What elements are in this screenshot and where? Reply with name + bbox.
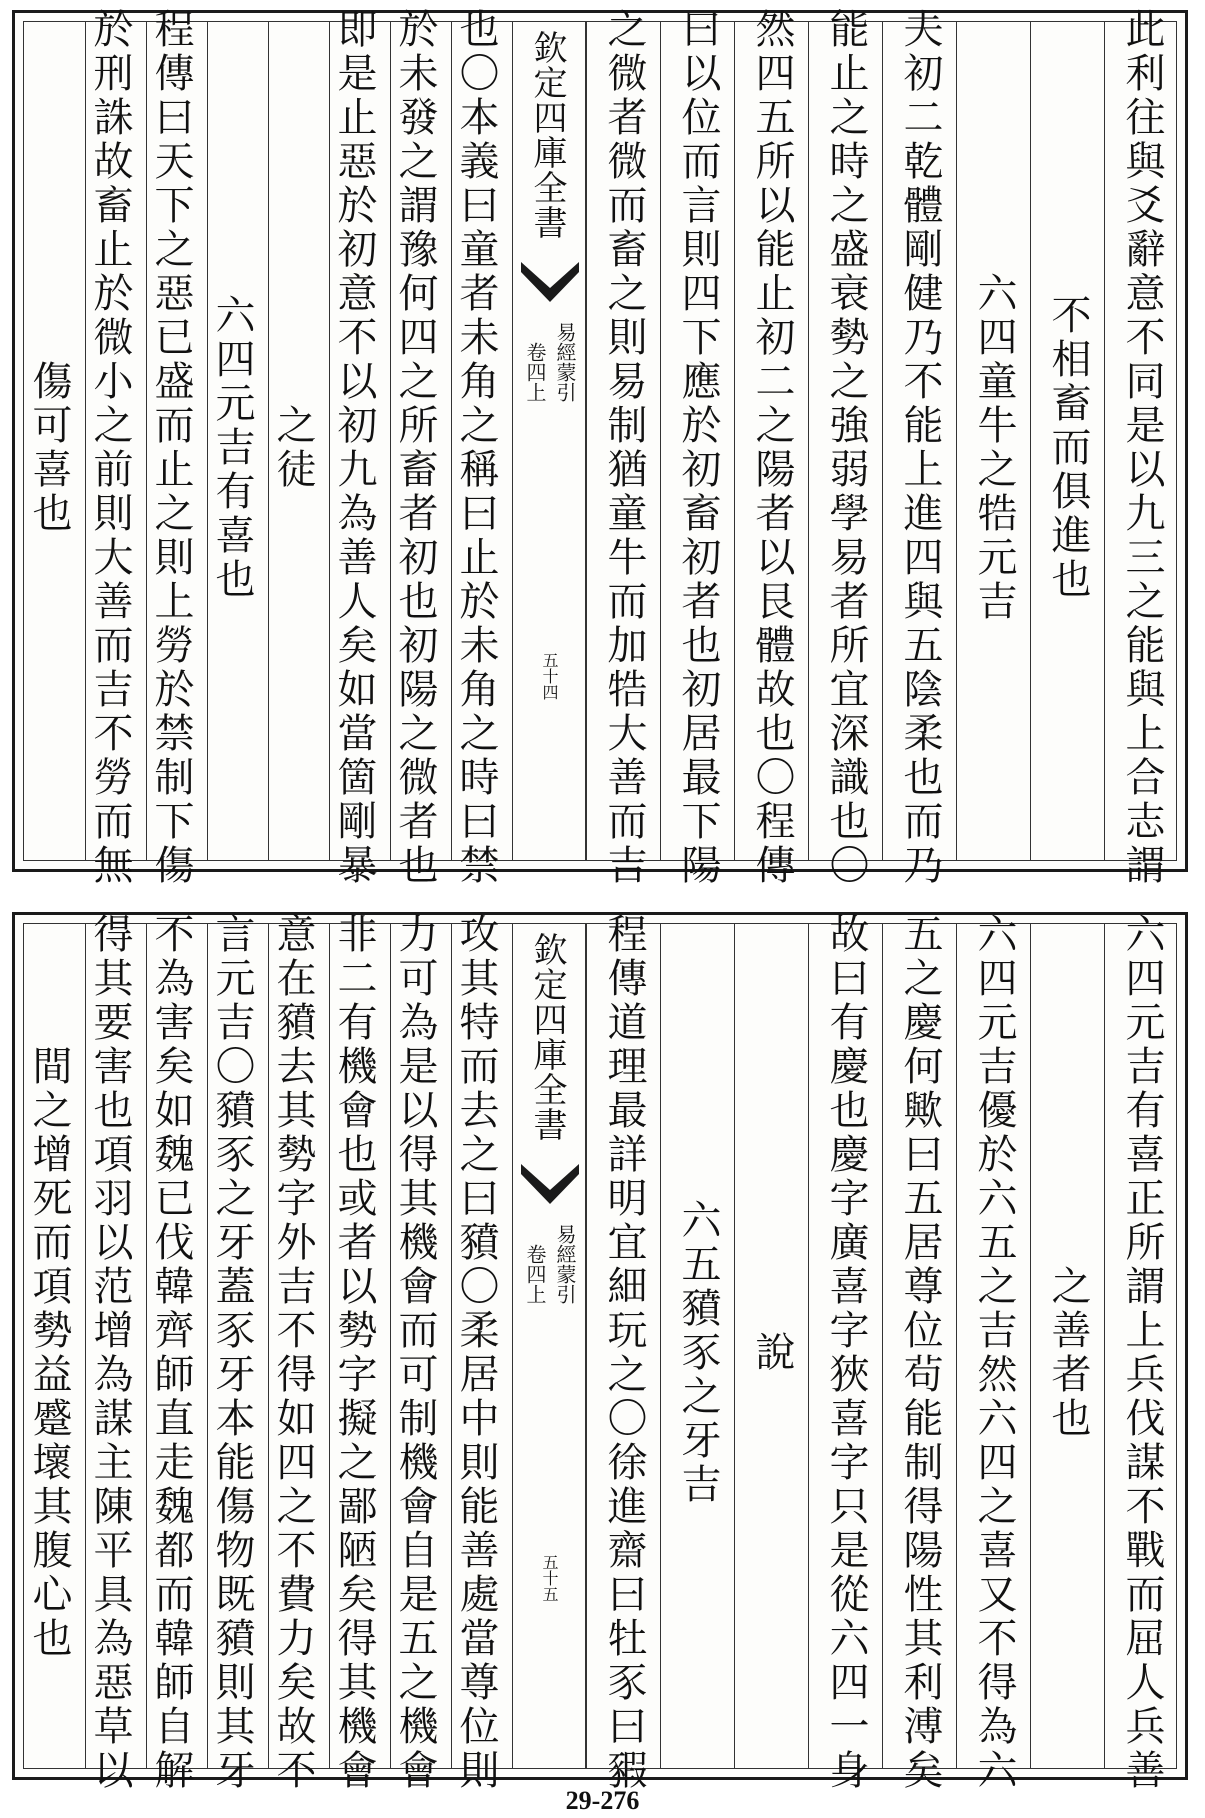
text-column	[956, 22, 1030, 860]
text-column	[390, 8, 451, 888]
column-text: 得其要害也項羽以范增為謀主陳平具為惡草以	[87, 913, 133, 1793]
column-text: 非二有機會也或者以勢字擬之鄙陋矣得其機會	[331, 913, 377, 1793]
text-column	[660, 924, 734, 1768]
book-title: 欽定四庫全書	[527, 932, 567, 1142]
chapter-label: 卷四上	[523, 1244, 547, 1304]
page-bottom	[12, 912, 1188, 1793]
column-text: 也〇本義曰童者未角之稱曰止於未角之時曰禁	[453, 8, 499, 888]
column-text: 然四五所以能止初二之陽者以艮體故也〇程傳	[749, 8, 795, 888]
column-text: 即是止惡於初意不以初九為善人矣如當箇剛暴	[331, 8, 377, 888]
column-text: 攻其特而去之曰豶〇柔居中則能善處當尊位則	[453, 913, 499, 1793]
fish-tail-mark-icon	[521, 262, 579, 308]
text-column	[586, 8, 660, 888]
page-frame	[23, 8, 1177, 888]
column-text: 故曰有慶也慶字廣喜字狹喜字只是從六四一身	[823, 913, 869, 1793]
page-frame	[23, 913, 1177, 1793]
text-column	[85, 8, 146, 888]
column-text: 六四童牛之牿元吉	[971, 272, 1017, 624]
column-text: 之微者微而畜之則易制猶童牛而加牿大善而吉	[601, 8, 647, 888]
text-column	[451, 913, 512, 1793]
column-text: 於未發之謂豫何四之所畜者初也初陽之微者也	[392, 8, 438, 888]
column-text: 說	[749, 1331, 795, 1375]
column-text: 於刑誅故畜止於微小之前則大善而吉不勞而無	[87, 8, 133, 888]
text-column	[24, 924, 85, 1768]
text-column	[268, 913, 329, 1793]
text-column	[1030, 924, 1104, 1768]
text-column	[207, 22, 268, 860]
text-column	[329, 8, 390, 888]
text-column	[268, 22, 329, 860]
book-title: 欽定四庫全書	[527, 30, 567, 240]
text-column	[882, 8, 956, 888]
text-column	[808, 913, 882, 1793]
text-column	[734, 8, 808, 888]
text-column	[1104, 8, 1178, 888]
text-column	[734, 924, 808, 1768]
text-column	[24, 22, 85, 860]
chapter-label: 卷四上	[523, 342, 547, 402]
column-text: 力可為是以得其機會而可制機會自是五之機會	[392, 913, 438, 1793]
column-text: 間之增死而項勢益蹙壞其腹心也	[26, 1045, 72, 1661]
column-text: 能止之時之盛衰勢之強弱學易者所宜深識也〇	[823, 8, 869, 888]
volume-title: 易經蒙引	[553, 1224, 577, 1304]
page-spine	[512, 924, 586, 1768]
column-text: 曰以位而言則四下應於初畜初者也初居最下陽	[675, 8, 721, 888]
column-text: 意在豶去其勢字外吉不得如四之不費力矣故不	[270, 913, 316, 1793]
text-column	[329, 913, 390, 1793]
text-column	[882, 913, 956, 1793]
text-column	[660, 8, 734, 888]
text-column	[586, 913, 660, 1793]
text-column	[390, 913, 451, 1793]
text-column	[1030, 22, 1104, 860]
sheet-number: 29-276	[565, 1786, 640, 1815]
column-text: 六四元吉優於六五之吉然六四之喜又不得為六	[971, 913, 1017, 1793]
leaf-number: 五十四	[540, 652, 559, 700]
text-column	[956, 913, 1030, 1793]
text-column	[146, 8, 207, 888]
column-text: 此利往與爻辭意不同是以九三之能與上合志謂	[1119, 8, 1165, 888]
leaf-number: 五十五	[540, 1554, 559, 1602]
page-top	[12, 8, 1188, 888]
text-column	[451, 8, 512, 888]
column-text: 程傳曰天下之惡已盛而止之則上勞於禁制下傷	[148, 8, 194, 888]
text-column	[808, 8, 882, 888]
column-text: 言元吉〇豶豕之牙蓋豕牙本能傷物既豶則其牙	[209, 913, 255, 1793]
column-text: 之徒	[270, 404, 316, 492]
column-text: 六五豶豕之牙吉	[675, 1199, 721, 1507]
column-text: 六四元吉有喜正所謂上兵伐謀不戰而屈人兵善	[1119, 913, 1165, 1793]
fish-tail-mark-icon	[521, 1164, 579, 1210]
volume-title: 易經蒙引	[553, 322, 577, 402]
column-text: 程傳道理最詳明宜細玩之〇徐進齋曰牡豕曰豭	[601, 913, 647, 1793]
column-text: 不相畜而俱進也	[1045, 294, 1091, 602]
column-text: 六四元吉有喜也	[209, 294, 255, 602]
column-text: 夫初二乾體剛健乃不能上進四與五陰柔也而乃	[897, 8, 943, 888]
text-column	[85, 913, 146, 1793]
text-column	[207, 913, 268, 1793]
column-text: 傷可喜也	[26, 360, 72, 536]
text-column	[1104, 913, 1178, 1793]
page-spine	[512, 22, 586, 860]
column-text: 五之慶何歟曰五居尊位茍能制得陽性其利溥矣	[897, 913, 943, 1793]
column-text: 不為害矣如魏已伐韓齊師直走魏都而韓師自解	[148, 913, 194, 1793]
text-column	[146, 913, 207, 1793]
column-text: 之善者也	[1045, 1265, 1091, 1441]
